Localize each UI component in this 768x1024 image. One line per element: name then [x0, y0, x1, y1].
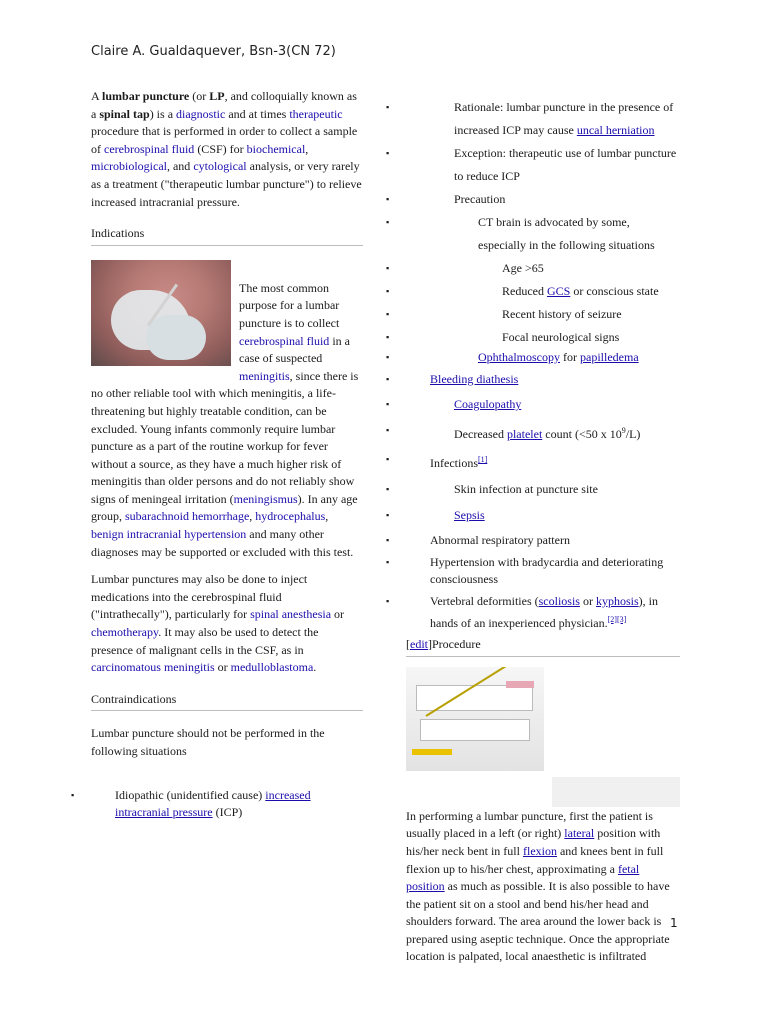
list-item: ▪ Skin infection at puncture site	[406, 481, 680, 499]
procedure-heading: [edit]Procedure	[406, 636, 680, 657]
citation-link[interactable]: [1]	[477, 455, 488, 465]
link-diagnostic[interactable]: diagnostic	[176, 106, 226, 121]
link-csf[interactable]: cerebrospinal fluid	[104, 141, 195, 156]
link-hydrocephalus[interactable]: hydrocephalus	[255, 509, 326, 524]
link-chemotherapy[interactable]: chemotherapy	[91, 625, 159, 640]
link-platelet[interactable]: platelet	[506, 426, 543, 441]
indications-heading: Indications	[91, 225, 363, 246]
citation-link[interactable]: [2][3]	[607, 614, 627, 624]
right-column	[406, 96, 680, 976]
list-item: ▪ Vertebral deformities (scoliosis or kyphosis), in hands of an inexperienced physician.[2][3]	[406, 593, 680, 632]
link-flexion[interactable]: flexion	[522, 843, 557, 858]
list-item	[406, 371, 680, 389]
link-sepsis[interactable]: Sepsis	[454, 507, 485, 522]
link-therapeutic[interactable]: therapeutic	[289, 106, 343, 121]
list-item: ▪ Idiopathic (unidentified cause) increased intracranial pressure (ICP)	[91, 787, 363, 822]
link-meningitis[interactable]: meningitis	[239, 368, 290, 383]
list-item: ▪ Rationale: lumbar puncture in the presence of increased ICP may cause uncal herniation	[406, 96, 680, 142]
list-item	[406, 507, 680, 525]
link-subarachnoid-hemorrhage[interactable]: subarachnoid hemorrhage	[125, 509, 250, 524]
link-cytological[interactable]: cytological	[193, 159, 247, 174]
injection-paragraph: Lumbar punctures may also be done to inject medications into the cerebrospinal fluid ("intrathecally"), particularly for spinal anesthesia or chemotherapy. It may also be used to detect the presence of malignant cells in the CSF, as in carcinomatous meningitis or medulloblastoma.	[91, 572, 345, 675]
caption-box	[552, 777, 680, 807]
lumbar-puncture-kit-photo	[406, 667, 544, 771]
list-item: ▪ Focal neurological signs	[406, 326, 680, 349]
procedure-paragraph: In performing a lumbar puncture, first the patient is usually placed in a left (or right) lateral position with his/her neck bent in full flexion and knees bent in full flexion up to his/her chest, approximating a fetal position as much as possible. It is also possible to have the patient sit on a stool and bend his/her head and shoulders forward. The area around the lower back is prepared using aseptic technique. Once the appropriate location is palpated, local anaesthetic is infiltrated	[406, 667, 680, 966]
contraindications-list	[91, 787, 363, 822]
link-lateral[interactable]: lateral	[564, 826, 595, 841]
indications-paragraph: The most common purpose for a lumbar puncture is to collect cerebrospinal fluid in a case of suspected meningitis, since there is no other reliable tool with which meningitis, a life-threatening but highly treatable condition, can be excluded. Young infants commonly require lumbar puncture as a part of the routine workup for fever without a source, as they have a much higher risk of meningitis than older persons and do not reliably show signs of meningeal irritation (meningismus). In any age group, subarachnoid hemorrhage, hydrocephalus, benign intracranial hypertension and many other diagnoses may be supported or excluded with this test.	[91, 260, 363, 562]
lumbar-puncture-photo	[91, 260, 231, 366]
link-gcs[interactable]: GCS	[546, 284, 571, 298]
link-medulloblastoma[interactable]: medulloblastoma	[230, 660, 314, 675]
link-microbiological[interactable]: microbiological	[91, 159, 167, 174]
list-item: ▪ Hypertension with bradycardia and deteriorating consciousness	[406, 554, 680, 589]
list-item: ▪ Recent history of seizure	[406, 303, 680, 326]
list-item: ▪ Age >65	[406, 257, 680, 280]
link-uncal-herniation[interactable]: uncal herniation	[576, 123, 655, 137]
contraindications-heading: Contraindications	[91, 691, 363, 712]
list-item: ▪ CT brain is advocated by some, especially in the following situations	[406, 211, 680, 257]
list-item	[406, 396, 680, 414]
intro-paragraph: A lumbar puncture (or LP, and colloquially known as a spinal tap) is a diagnostic and at times therapeutic procedure that is performed in order to collect a sample of cerebrospinal fluid (CSF) for biochemical, microbiological, and cytological analysis, or very rarely as a treatment ("therapeutic lumbar puncture") to relieve increased intracranial pressure.	[91, 89, 362, 209]
link-carcinomatous-meningitis[interactable]: carcinomatous meningitis	[91, 660, 215, 675]
edit-link[interactable]: edit	[410, 637, 428, 652]
list-item: ▪ Infections[1]	[406, 451, 680, 473]
link-kyphosis[interactable]: kyphosis	[595, 593, 639, 608]
link-meningismus[interactable]: meningismus	[233, 491, 298, 506]
list-item: ▪ Reduced GCS or conscious state	[406, 280, 680, 303]
contraindications-list-continued	[406, 96, 680, 632]
list-item: ▪ Exception: therapeutic use of lumbar puncture to reduce ICP	[406, 142, 680, 188]
link-biochemical[interactable]: biochemical	[246, 141, 306, 156]
list-item: ▪ Abnormal respiratory pattern	[406, 532, 680, 550]
page-number: 1	[670, 916, 678, 930]
list-item: ▪ Precaution	[406, 188, 680, 211]
link-coagulopathy[interactable]: Coagulopathy	[454, 397, 522, 412]
document-header: Claire A. Gualdaquever, Bsn-3(CN 72)	[91, 44, 336, 59]
term-lumbar-puncture: lumbar puncture	[102, 89, 190, 103]
term-lp: LP	[209, 89, 225, 103]
contraindications-intro: Lumbar puncture should not be performed in the following situations	[91, 726, 325, 758]
list-item: ▪ Decreased platelet count (<50 x $10^9/L$)	[406, 422, 680, 444]
link-spinal-anesthesia[interactable]: spinal anesthesia	[250, 607, 332, 622]
link-ophthalmoscopy[interactable]: Ophthalmoscopy	[478, 350, 560, 364]
link-bleeding-diathesis[interactable]: Bleeding diathesis	[430, 371, 519, 386]
list-item: ▪ Ophthalmoscopy for papilledema	[406, 349, 680, 367]
link-scoliosis[interactable]: scoliosis	[538, 593, 580, 608]
link-cerebrospinal-fluid[interactable]: cerebrospinal fluid	[239, 333, 330, 348]
link-papilledema[interactable]: papilledema	[580, 350, 639, 364]
term-spinal-tap: spinal tap	[99, 106, 150, 121]
link-benign-intracranial-hypertension[interactable]: benign intracranial hypertension	[91, 527, 247, 542]
link-fetal-position[interactable]: fetal position	[406, 861, 640, 894]
left-column	[91, 88, 363, 830]
link-increased-icp[interactable]: increased intracranial pressure	[115, 787, 311, 820]
